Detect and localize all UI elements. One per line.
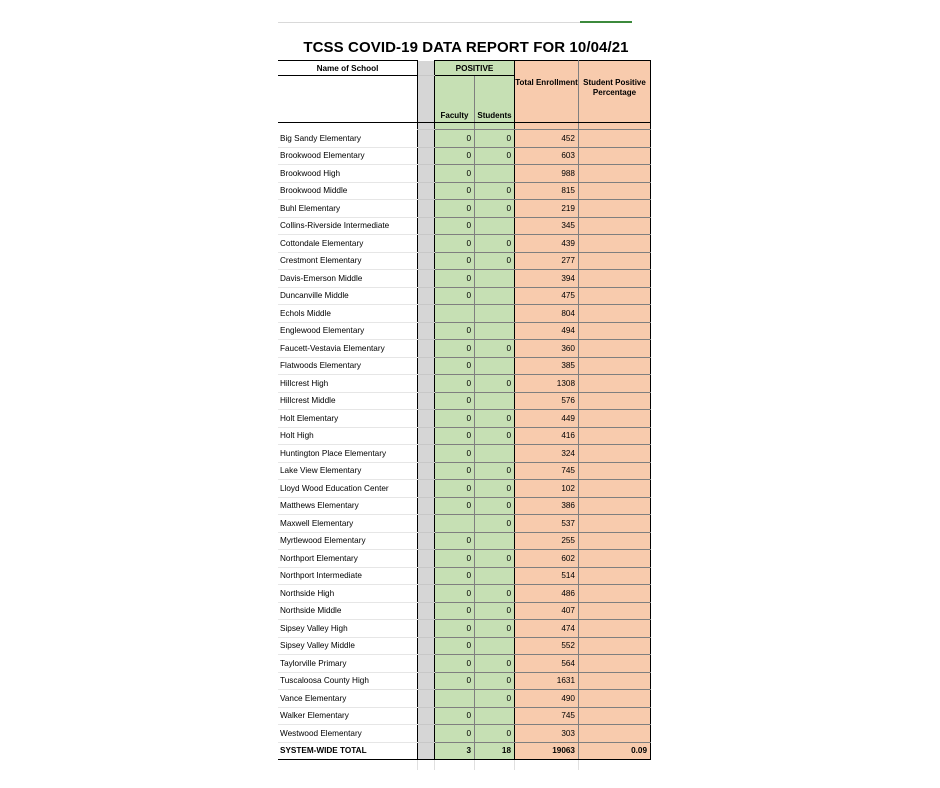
student-positive-percentage	[579, 445, 651, 463]
table-row	[278, 305, 651, 323]
faculty-positive: 0	[435, 532, 475, 550]
faculty-positive	[435, 305, 475, 323]
student-positive-percentage	[579, 305, 651, 323]
students-positive	[475, 287, 515, 305]
total-enrollment: 255	[515, 532, 579, 550]
spacer-column	[418, 165, 435, 183]
header-total-enrollment: Total Enrollment	[515, 76, 579, 123]
school-name: Maxwell Elementary	[278, 515, 418, 533]
table-row	[278, 270, 651, 288]
spacer-column	[418, 340, 435, 358]
table-row	[278, 602, 651, 620]
table-row	[278, 497, 651, 515]
school-name: Matthews Elementary	[278, 497, 418, 515]
school-name: Englewood Elementary	[278, 322, 418, 340]
total-enrollment: 494	[515, 322, 579, 340]
faculty-positive: 0	[435, 725, 475, 743]
spacer-column	[418, 462, 435, 480]
school-name: Holt Elementary	[278, 410, 418, 428]
total-enrollment: 576	[515, 392, 579, 410]
students-positive: 0	[475, 182, 515, 200]
table-row	[278, 655, 651, 673]
total-enrollment: 386	[515, 497, 579, 515]
spacer-column	[418, 445, 435, 463]
faculty-positive: 0	[435, 182, 475, 200]
student-positive-percentage	[579, 130, 651, 148]
student-positive-percentage	[579, 585, 651, 603]
school-name: Buhl Elementary	[278, 200, 418, 218]
faculty-positive: 0	[435, 130, 475, 148]
students-positive	[475, 637, 515, 655]
total-label: SYSTEM-WIDE TOTAL	[278, 742, 418, 760]
school-name: Cottondale Elementary	[278, 235, 418, 253]
gap-cell	[278, 123, 418, 130]
empty-cell	[278, 760, 418, 771]
total-enrollment: 277	[515, 252, 579, 270]
school-name: Flatwoods Elementary	[278, 357, 418, 375]
total-enrollment: 745	[515, 707, 579, 725]
faculty-positive: 0	[435, 375, 475, 393]
faculty-positive: 0	[435, 585, 475, 603]
table-row	[278, 620, 651, 638]
students-positive: 0	[475, 147, 515, 165]
total-enrollment: 102	[515, 480, 579, 498]
faculty-positive: 0	[435, 287, 475, 305]
faculty-positive: 0	[435, 707, 475, 725]
table-row	[278, 357, 651, 375]
student-positive-percentage	[579, 497, 651, 515]
total-students: 18	[475, 742, 515, 760]
table-row	[278, 147, 651, 165]
faculty-positive: 0	[435, 462, 475, 480]
students-positive: 0	[475, 462, 515, 480]
spacer-column	[418, 480, 435, 498]
school-name: Sipsey Valley Middle	[278, 637, 418, 655]
students-positive: 0	[475, 550, 515, 568]
spacer-column	[418, 287, 435, 305]
header-enrollment-top	[515, 61, 579, 76]
spacer-column	[418, 305, 435, 323]
student-positive-percentage	[579, 707, 651, 725]
table-row	[278, 427, 651, 445]
spacer-column	[418, 357, 435, 375]
student-positive-percentage	[579, 357, 651, 375]
spacer-column	[418, 235, 435, 253]
school-name: Echols Middle	[278, 305, 418, 323]
students-positive	[475, 322, 515, 340]
school-name: Sipsey Valley High	[278, 620, 418, 638]
school-name: Davis-Emerson Middle	[278, 270, 418, 288]
spacer-column	[418, 130, 435, 148]
table-row	[278, 690, 651, 708]
student-positive-percentage	[579, 340, 651, 358]
table-row	[278, 322, 651, 340]
faculty-positive: 0	[435, 620, 475, 638]
header-students: Students	[475, 76, 515, 123]
student-positive-percentage	[579, 165, 651, 183]
spacer-column	[418, 61, 435, 76]
gap-cell	[579, 123, 651, 130]
covid-data-table	[278, 60, 651, 770]
faculty-positive: 0	[435, 445, 475, 463]
student-positive-percentage	[579, 620, 651, 638]
spacer-column	[418, 585, 435, 603]
school-name: Holt High	[278, 427, 418, 445]
students-positive: 0	[475, 200, 515, 218]
faculty-positive: 0	[435, 672, 475, 690]
empty-cell	[418, 760, 435, 771]
students-positive	[475, 532, 515, 550]
total-enrollment: 815	[515, 182, 579, 200]
students-positive: 0	[475, 672, 515, 690]
students-positive: 0	[475, 585, 515, 603]
spacer-column	[418, 620, 435, 638]
spacer-column	[418, 497, 435, 515]
total-enrollment: 988	[515, 165, 579, 183]
students-positive	[475, 567, 515, 585]
header-row-1	[278, 61, 651, 76]
faculty-positive: 0	[435, 497, 475, 515]
header-name-blank	[278, 76, 418, 123]
faculty-positive: 0	[435, 147, 475, 165]
faculty-positive: 0	[435, 270, 475, 288]
student-positive-percentage	[579, 252, 651, 270]
students-positive: 0	[475, 252, 515, 270]
student-positive-percentage	[579, 287, 651, 305]
school-name: Hillcrest Middle	[278, 392, 418, 410]
total-enrollment: 1631	[515, 672, 579, 690]
header-student-positive-percentage: Student Positive Percentage	[579, 76, 651, 123]
total-enrollment: 552	[515, 637, 579, 655]
total-enrollment: 449	[515, 410, 579, 428]
table-row	[278, 287, 651, 305]
empty-cell	[475, 760, 515, 771]
total-enrollment: 490	[515, 690, 579, 708]
faculty-positive: 0	[435, 567, 475, 585]
students-positive	[475, 357, 515, 375]
total-enrollment: 345	[515, 217, 579, 235]
students-positive: 0	[475, 340, 515, 358]
school-name: Faucett-Vestavia Elementary	[278, 340, 418, 358]
table-row	[278, 200, 651, 218]
spacer-column	[418, 427, 435, 445]
table-row	[278, 165, 651, 183]
total-enrollment: 360	[515, 340, 579, 358]
school-name: Myrtlewood Elementary	[278, 532, 418, 550]
spacer-column	[418, 200, 435, 218]
school-name: Duncanville Middle	[278, 287, 418, 305]
spacer-column	[418, 742, 435, 760]
student-positive-percentage	[579, 462, 651, 480]
faculty-positive: 0	[435, 637, 475, 655]
spacer-column	[418, 515, 435, 533]
system-wide-total-row	[278, 742, 651, 760]
table-row	[278, 235, 651, 253]
student-positive-percentage	[579, 200, 651, 218]
student-positive-percentage	[579, 567, 651, 585]
school-name: Northside High	[278, 585, 418, 603]
students-positive	[475, 392, 515, 410]
empty-cell	[435, 760, 475, 771]
table-row	[278, 462, 651, 480]
students-positive	[475, 270, 515, 288]
spacer-column	[418, 123, 435, 130]
students-positive	[475, 217, 515, 235]
school-name: Brookwood Elementary	[278, 147, 418, 165]
faculty-positive: 0	[435, 200, 475, 218]
students-positive: 0	[475, 375, 515, 393]
table-row	[278, 532, 651, 550]
total-enrollment: 303	[515, 725, 579, 743]
student-positive-percentage	[579, 182, 651, 200]
active-cell-indicator	[580, 21, 632, 23]
students-positive: 0	[475, 427, 515, 445]
school-name: Northport Elementary	[278, 550, 418, 568]
faculty-positive: 0	[435, 410, 475, 428]
total-enrollment: 394	[515, 270, 579, 288]
student-positive-percentage	[579, 235, 651, 253]
faculty-positive: 0	[435, 392, 475, 410]
total-enrollment: 416	[515, 427, 579, 445]
total-enrollment: 385	[515, 357, 579, 375]
spacer-column	[418, 252, 435, 270]
spacer-column	[418, 637, 435, 655]
header-row-2	[278, 76, 651, 123]
report-title: TCSS COVID-19 DATA REPORT FOR 10/04/21	[303, 39, 629, 56]
table-row	[278, 182, 651, 200]
student-positive-percentage	[579, 392, 651, 410]
school-name: Big Sandy Elementary	[278, 130, 418, 148]
school-name: Brookwood High	[278, 165, 418, 183]
total-enrollment-sum: 19063	[515, 742, 579, 760]
school-name: Vance Elementary	[278, 690, 418, 708]
students-positive: 0	[475, 620, 515, 638]
faculty-positive: 0	[435, 655, 475, 673]
total-enrollment: 324	[515, 445, 579, 463]
students-positive: 0	[475, 130, 515, 148]
total-enrollment: 804	[515, 305, 579, 323]
total-enrollment: 537	[515, 515, 579, 533]
sheet-top-rule	[278, 22, 632, 23]
table-row	[278, 410, 651, 428]
spacer-column	[418, 550, 435, 568]
students-positive	[475, 707, 515, 725]
spacer-column	[418, 707, 435, 725]
student-positive-percentage	[579, 322, 651, 340]
empty-cell	[515, 760, 579, 771]
student-positive-percentage	[579, 532, 651, 550]
total-enrollment: 602	[515, 550, 579, 568]
total-enrollment: 603	[515, 147, 579, 165]
spacer-column	[418, 567, 435, 585]
student-positive-percentage	[579, 655, 651, 673]
total-enrollment: 474	[515, 620, 579, 638]
school-name: Northside Middle	[278, 602, 418, 620]
school-name: Taylorville Primary	[278, 655, 418, 673]
faculty-positive: 0	[435, 357, 475, 375]
student-positive-percentage	[579, 217, 651, 235]
spacer-column	[418, 217, 435, 235]
faculty-positive: 0	[435, 480, 475, 498]
spacer-column	[418, 672, 435, 690]
student-positive-percentage	[579, 672, 651, 690]
school-name: Brookwood Middle	[278, 182, 418, 200]
school-name: Crestmont Elementary	[278, 252, 418, 270]
school-name: Collins-Riverside Intermediate	[278, 217, 418, 235]
spacer-column	[418, 410, 435, 428]
faculty-positive	[435, 515, 475, 533]
table-row	[278, 375, 651, 393]
faculty-positive	[435, 690, 475, 708]
student-positive-percentage	[579, 602, 651, 620]
table-row	[278, 217, 651, 235]
table-row	[278, 637, 651, 655]
students-positive	[475, 165, 515, 183]
student-positive-percentage	[579, 480, 651, 498]
total-percentage: 0.09	[579, 742, 651, 760]
table-row	[278, 480, 651, 498]
school-name: Tuscaloosa County High	[278, 672, 418, 690]
students-positive: 0	[475, 480, 515, 498]
faculty-positive: 0	[435, 322, 475, 340]
faculty-positive: 0	[435, 217, 475, 235]
faculty-positive: 0	[435, 165, 475, 183]
student-positive-percentage	[579, 725, 651, 743]
total-enrollment: 475	[515, 287, 579, 305]
school-name: Hillcrest High	[278, 375, 418, 393]
school-name: Huntington Place Elementary	[278, 445, 418, 463]
school-name: Lloyd Wood Education Center	[278, 480, 418, 498]
table-row	[278, 340, 651, 358]
spacer-column	[418, 690, 435, 708]
spacer-column	[418, 602, 435, 620]
header-percentage-top	[579, 61, 651, 76]
students-positive: 0	[475, 725, 515, 743]
faculty-positive: 0	[435, 235, 475, 253]
gap-cell	[435, 123, 475, 130]
student-positive-percentage	[579, 690, 651, 708]
table-row	[278, 585, 651, 603]
students-positive: 0	[475, 497, 515, 515]
students-positive: 0	[475, 690, 515, 708]
gap-cell	[475, 123, 515, 130]
student-positive-percentage	[579, 147, 651, 165]
empty-cell	[579, 760, 651, 771]
total-enrollment: 407	[515, 602, 579, 620]
total-enrollment: 439	[515, 235, 579, 253]
total-enrollment: 564	[515, 655, 579, 673]
spacer-column	[418, 147, 435, 165]
faculty-positive: 0	[435, 427, 475, 445]
faculty-positive: 0	[435, 252, 475, 270]
table-row	[278, 550, 651, 568]
spacer-column	[418, 76, 435, 123]
total-enrollment: 745	[515, 462, 579, 480]
spacer-column	[418, 392, 435, 410]
header-faculty: Faculty	[435, 76, 475, 123]
table-row	[278, 392, 651, 410]
table-row	[278, 515, 651, 533]
student-positive-percentage	[579, 410, 651, 428]
faculty-positive: 0	[435, 602, 475, 620]
student-positive-percentage	[579, 515, 651, 533]
table-row	[278, 567, 651, 585]
students-positive	[475, 445, 515, 463]
spacer-column	[418, 375, 435, 393]
table-row	[278, 252, 651, 270]
table-row	[278, 725, 651, 743]
empty-row	[278, 760, 651, 771]
school-name: Northport Intermediate	[278, 567, 418, 585]
gap-cell	[515, 123, 579, 130]
spacer-column	[418, 655, 435, 673]
total-enrollment: 1308	[515, 375, 579, 393]
students-positive: 0	[475, 602, 515, 620]
student-positive-percentage	[579, 427, 651, 445]
students-positive: 0	[475, 515, 515, 533]
school-name: Lake View Elementary	[278, 462, 418, 480]
students-positive: 0	[475, 410, 515, 428]
table-row	[278, 707, 651, 725]
spacer-column	[418, 270, 435, 288]
total-enrollment: 486	[515, 585, 579, 603]
faculty-positive: 0	[435, 550, 475, 568]
school-name: Walker Elementary	[278, 707, 418, 725]
header-gap-row	[278, 123, 651, 130]
students-positive	[475, 305, 515, 323]
student-positive-percentage	[579, 637, 651, 655]
total-enrollment: 514	[515, 567, 579, 585]
spacer-column	[418, 322, 435, 340]
students-positive: 0	[475, 655, 515, 673]
student-positive-percentage	[579, 270, 651, 288]
header-name-of-school: Name of School	[278, 61, 418, 76]
student-positive-percentage	[579, 550, 651, 568]
school-name: Westwood Elementary	[278, 725, 418, 743]
student-positive-percentage	[579, 375, 651, 393]
total-enrollment: 219	[515, 200, 579, 218]
spacer-column	[418, 725, 435, 743]
total-enrollment: 452	[515, 130, 579, 148]
header-positive: POSITIVE	[435, 61, 515, 76]
spacer-column	[418, 182, 435, 200]
spacer-column	[418, 532, 435, 550]
table-row	[278, 445, 651, 463]
table-row	[278, 130, 651, 148]
table-row	[278, 672, 651, 690]
students-positive: 0	[475, 235, 515, 253]
faculty-positive: 0	[435, 340, 475, 358]
total-faculty: 3	[435, 742, 475, 760]
